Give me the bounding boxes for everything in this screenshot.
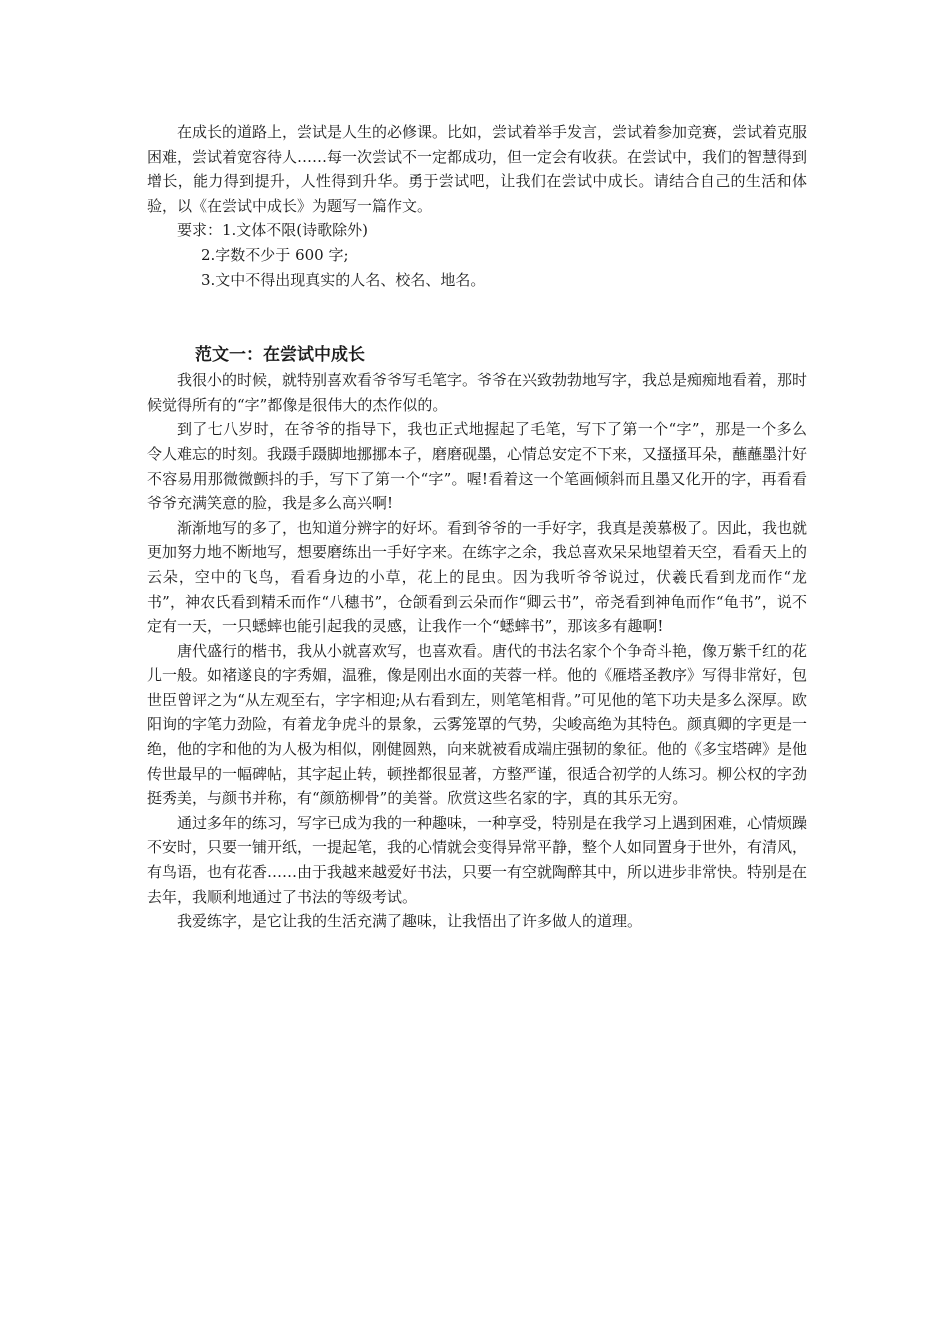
essay-paragraph-1: 我很小的时候，就特别喜欢看爷爷写毛笔字。爷爷在兴致勃勃地写字，我总是痴痴地看着，那时候觉得所有的“字”都像是很伟大的杰作似的。 bbox=[147, 371, 808, 414]
essay-paragraph-6: 我爱练字，是它让我的生活充满了趣味，让我悟出了许多做人的道理。 bbox=[177, 912, 643, 931]
prompt-intro: 在成长的道路上，尝试是人生的必修课。比如，尝试着举手发言，尝试着参加竞赛，尝试着克服困难，尝试着宽容待人……每一次尝试不一定都成功，但一定会有收获。在尝试中，我们的智慧得到增长，能力得到提升，人性得到升华。勇于尝试吧，让我们在尝试中成长。请结合自己的生活和体验，以《在尝试中成长》为题写一篇作文。 bbox=[147, 123, 808, 215]
essay-paragraph-4: 唐代盛行的楷书，我从小就喜欢写，也喜欢看。唐代的书法名家个个争奇斗艳，像万紫千红的花儿一般。如褚遂良的字秀媚，温雅，像是刚出水面的芙蓉一样。他的《雁塔圣教序》写得非常好，包世臣曾评之为“从左观至右，字字相迎;从右看到左，则笔笔相背。”可见他的笔下功夫是多么深厚。欧阳询的字笔力劲险，有着龙争虎斗的景象，云雾笼罩的气势，尖峻高绝为其特色。颜真卿的字更是一绝，他的字和他的为人极为相似，刚健圆熟，向来就被看成端庄强韧的象征。他的《多宝塔碑》是他传世最早的一幅碑帖，其字起止转，顿挫都很显著，方整严谨，很适合初学的人练习。柳公权的字劲挺秀美，与颜书并称，有“颜筋柳骨”的美誉。欣赏这些名家的字，真的其乐无穷。 bbox=[147, 641, 808, 808]
requirements-label: 要求：1.文体不限(诗歌除外) bbox=[177, 221, 369, 240]
essay-paragraph-5: 通过多年的练习，写字已成为我的一种趣味，一种享受，特别是在我学习上遇到困难，心情烦躁不安时，只要一铺开纸，一提起笔，我的心情就会变得异常平静，整个人如同置身于世外，有清风，有鸟语，也有花香……由于我越来越爱好书法，只要一有空就陶醉其中，所以进步非常快。特别是在去年，我顺利地通过了书法的等级考试。 bbox=[147, 813, 808, 906]
document-page bbox=[147, 120, 807, 934]
essay-paragraph-2: 到了七八岁时，在爷爷的指导下，我也正式地握起了毛笔，写下了第一个“字”，那是一个多么令人难忘的时刻。我蹑手蹑脚地挪挪本子，磨磨砚墨，心情总安定不下来，又搔搔耳朵，蘸蘸墨汁好不容易用那微微颤抖的手，写下了第一个“字”。喔!看着这一个笔画倾斜而且墨又化开的字，再看看爷爷充满笑意的脸，我是多么高兴啊! bbox=[147, 420, 808, 513]
section-gap bbox=[147, 292, 807, 342]
essay-title: 范文一：在尝试中成长 bbox=[195, 345, 365, 366]
essay-paragraph-3: 渐渐地写的多了，也知道分辨字的好坏。看到爷爷的一手好字，我真是羡慕极了。因此，我也就更加努力地不断地写，想要磨练出一手好字来。在练字之余，我总喜欢呆呆地望着天空，看看天上的云朵，空中的飞鸟，看看身边的小草，花上的昆虫。因为我听爷爷说过，伏羲氏看到龙而作“龙书”，神农氏看到精禾而作“八穗书”，仓颌看到云朵而作“卿云书”，帝尧看到神龟而作“龟书”，说不定有一天，一只蟋蟀也能引起我的灵感，让我作一个“蟋蟀书”，那该多有趣啊! bbox=[147, 518, 808, 636]
requirement-3: 3.文中不得出现真实的人名、校名、地名。 bbox=[201, 270, 486, 289]
requirement-2: 2.字数不少于 600 字; bbox=[201, 245, 349, 264]
